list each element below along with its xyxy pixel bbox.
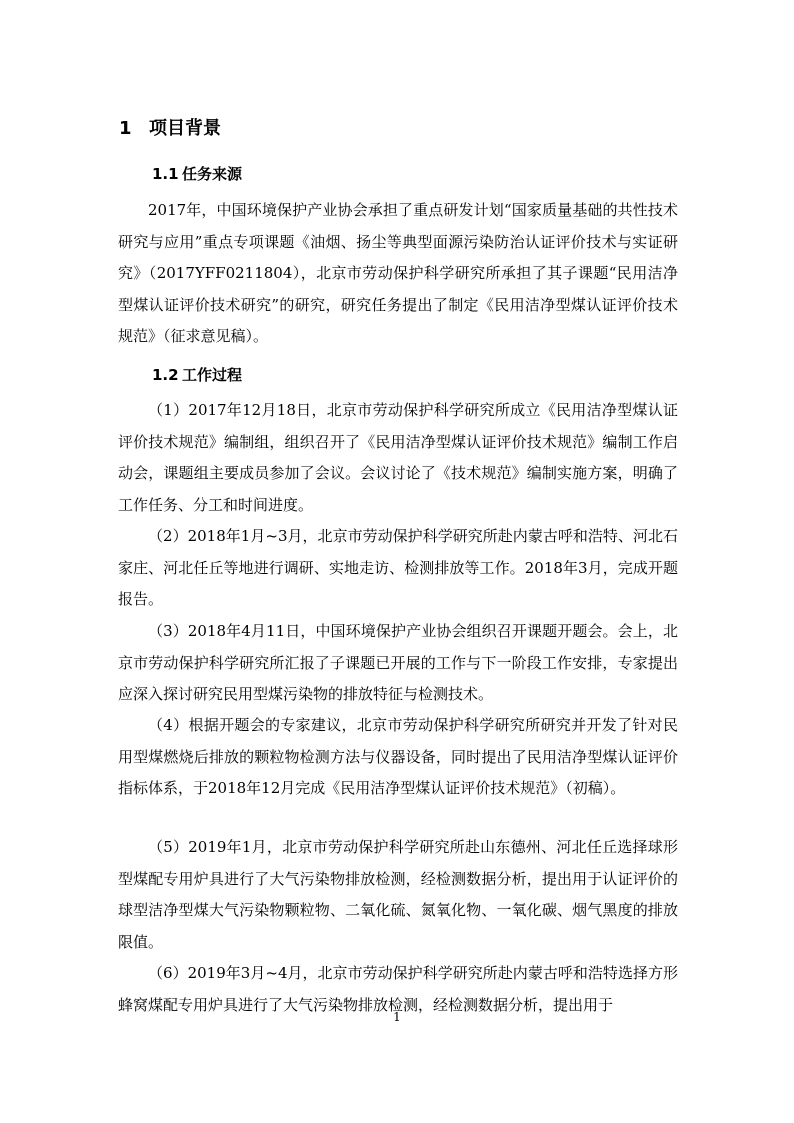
section-heading <box>119 114 221 140</box>
process-paragraph: （4）根据开题会的专家建议，北京市劳动保护科学研究所研究并开发了针对民用型煤燃烧后排放的颗粒物检测方法与仪器设备，同时提出了民用洁净型煤认证评价指标体系，于2018年12月完成《民用洁净型煤认证评价技术规范》（初稿）。 <box>118 716 678 797</box>
subsection-heading-task-source <box>152 163 242 184</box>
subsection-number: 1.1 <box>152 165 179 183</box>
process-paragraph: （5）2019年1月，北京市劳动保护科学研究所赴山东德州、河北任丘选择球形型煤配专用炉具进行了大气污染物排放检测，经检测数据分析，提出用于认证评价的球型洁净型煤大气污染物颗粒物、二氧化硫、氮氧化物、一氧化碳、烟气黑度的排放限值。 <box>118 838 678 951</box>
process-paragraph: （2）2018年1月~3月，北京市劳动保护科学研究所赴内蒙古呼和浩特、河北石家庄、河北任丘等地进行调研、实地走访、检测排放等工作。2018年3月，完成开题报告。 <box>118 527 678 608</box>
subsection-title: 工作过程 <box>182 366 243 384</box>
process-paragraph: （1）2017年12月18日，北京市劳动保护科学研究所成立《民用洁净型煤认证评价技术规范》编制组，组织召开了《民用洁净型煤认证评价技术规范》编制工作启动会，课题组主要成员参加了会议。会议讨论了《技术规范》编制实施方案，明确了工作任务、分工和时间进度。 <box>118 401 678 514</box>
page-number: 1 <box>393 1010 401 1024</box>
subsection-heading-work-process <box>152 364 242 385</box>
section-title: 项目背景 <box>149 118 221 139</box>
subsection-number: 1.2 <box>152 366 179 384</box>
subsection-title: 任务来源 <box>182 165 243 183</box>
process-paragraph: （6）2019年3月~4月，北京市劳动保护科学研究所赴内蒙古呼和浩特选择方形蜂窝煤配专用炉具进行了大气污染物排放检测，经检测数据分析，提出用于 <box>118 964 678 1014</box>
process-paragraph: （3）2018年4月11日，中国环境保护产业协会组织召开课题开题会。会上，北京市劳动保护科学研究所汇报了子课题已开展的工作与下一阶段工作安排，专家提出应深入探讨研究民用型煤污染物的排放特征与检测技术。 <box>118 622 678 703</box>
task-source-paragraph: 2017年，中国环境保护产业协会承担了重点研发计划“国家质量基础的共性技术研究与应用”重点专项课题《油烟、扬尘等典型面源污染防治认证评价技术与实证研究》（2017YFF0211804），北京市劳动保护科学研究所承担了其子课题“民用洁净型煤认证评价技术研究”的研究，研究任务提出了制定《民用洁净型煤认证评价技术规范》（征求意见稿）。 <box>118 201 678 345</box>
section-number: 1 <box>119 118 132 139</box>
